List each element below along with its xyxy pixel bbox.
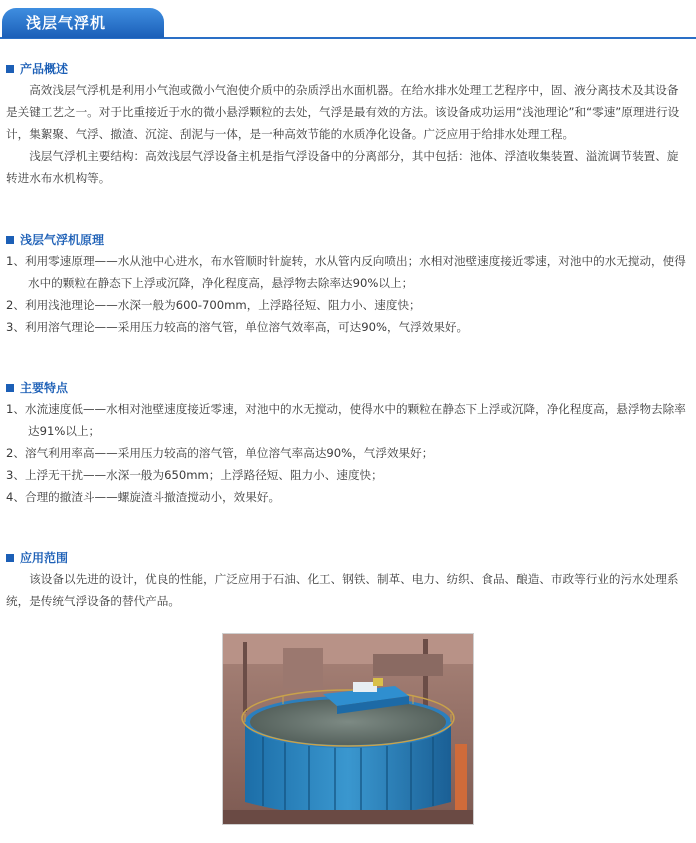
principle-item-1: 1、利用零速原理——水从池中心进水，布水管顺时针旋转，水从管内反向喷出；水相对池壁速度接近零速，对池中的水无搅动，使得水中的颗粒在静态下上浮或沉降，净化程度高，悬浮物去除率达90%以上； [6,254,686,290]
section-bullet-icon [6,384,14,392]
title-bar [0,0,696,40]
application-section-header [6,549,68,567]
features-item-4: 4、合理的撤渣斗——螺旋渣斗撤渣搅动小，效果好。 [6,490,281,504]
principle-section-header [6,231,104,249]
application-heading: 应用范围 [20,551,69,565]
features-heading: 主要特点 [20,381,69,395]
overview-paragraph-1: 高效浅层气浮机是利用小气泡或微小气泡使介质中的杂质浮出水面机器。在给水排水处理工艺程序中，固、液分离技术及其设备是关键工艺之一。对于比重接近于水的微小悬浮颗粒的去处，气浮是最有效的方法。该设备成功运用“浅池理论”和“零速”原理进行设计，集絮聚、气浮、撤渣、沉淀、刮泥与一体，是一种高效节能的水质净化设备。广泛应用于给排水处理工程。 [6,83,680,141]
principle-item-3: 3、利用溶气理论——采用压力较高的溶气管，单位溶气效率高，可达90%，气浮效果好。 [6,320,469,334]
features-section-header [6,379,68,397]
principle-item-2: 2、利用浅池理论——水深一般为600-700mm，上浮路径短、阻力小、速度快； [6,298,421,312]
section-bullet-icon [6,554,14,562]
application-paragraph: 该设备以先进的设计，优良的性能，广泛应用于石油、化工、钢铁、制革、电力、纺织、食品、酿造、市政等行业的污水处理系统，是传统气浮设备的替代产品。 [6,572,679,608]
overview-section-header [6,60,68,78]
section-bullet-icon [6,236,14,244]
section-bullet-icon [6,65,14,73]
overview-heading: 产品概述 [20,62,69,76]
features-item-1: 1、水流速度低——水相对池壁速度接近零速，对池中的水无搅动，使得水中的颗粒在静态下上浮或沉降，净化程度高，悬浮物去除率达91%以上； [6,402,686,438]
features-item-2: 2、溶气利用率高——采用压力较高的溶气管，单位溶气率高达90%，气浮效果好； [6,446,434,460]
page-title: 浅层气浮机 [26,14,107,32]
product-photo [222,633,474,825]
features-item-3: 3、上浮无干扰——水深一般为650mm；上浮路径短、阻力小、速度快； [6,468,383,482]
overview-paragraph-2: 浅层气浮机主要结构：高效浅层气浮设备主机是指气浮设备中的分离部分，其中包括：池体、浮渣收集装置、溢流调节装置、旋转进水布水机构等。 [6,149,679,185]
principle-heading: 浅层气浮机原理 [20,233,105,247]
